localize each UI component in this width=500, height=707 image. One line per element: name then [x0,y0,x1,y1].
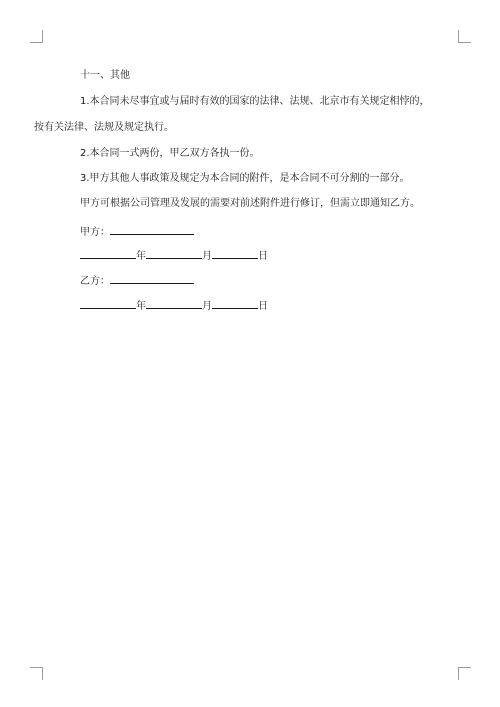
party-a-month-blank[interactable] [146,247,202,259]
day-label: 日 [258,301,268,312]
party-a-date-row [80,247,268,264]
party-a-label: 甲方： [80,227,110,238]
party-b-date-row [80,297,268,314]
party-b-day-blank[interactable] [212,297,258,309]
party-a-year-blank[interactable] [80,247,136,259]
party-b-label: 乙方： [80,276,110,287]
party-a-row [80,223,194,240]
day-label: 日 [258,251,268,262]
party-b-row [80,272,194,289]
clause-3: 3.甲方其他人事政策及规定为本合同的附件，是本合同不可分割的一部分。 [80,173,410,184]
clause-1-line-2: 按有关法律、法规及规定执行。 [34,122,174,133]
clause-2: 2.本合同一式两份，甲乙双方各执一份。 [80,148,260,159]
party-b-month-blank[interactable] [146,297,202,309]
month-label: 月 [202,251,212,262]
party-a-day-blank[interactable] [212,247,258,259]
section-heading: 十一、其他 [80,70,130,81]
clause-4: 甲方可根据公司管理及发展的需要对前述附件进行修订，但需立即通知乙方。 [80,198,420,209]
party-b-year-blank[interactable] [80,297,136,309]
party-b-signature-line[interactable] [110,272,194,284]
year-label: 年 [136,301,146,312]
clause-1-line-1: 1.本合同未尽事宜或与届时有效的国家的法律、法规、北京市有关规定相悖的， [80,96,430,107]
party-a-signature-line[interactable] [110,223,194,235]
month-label: 月 [202,301,212,312]
year-label: 年 [136,251,146,262]
